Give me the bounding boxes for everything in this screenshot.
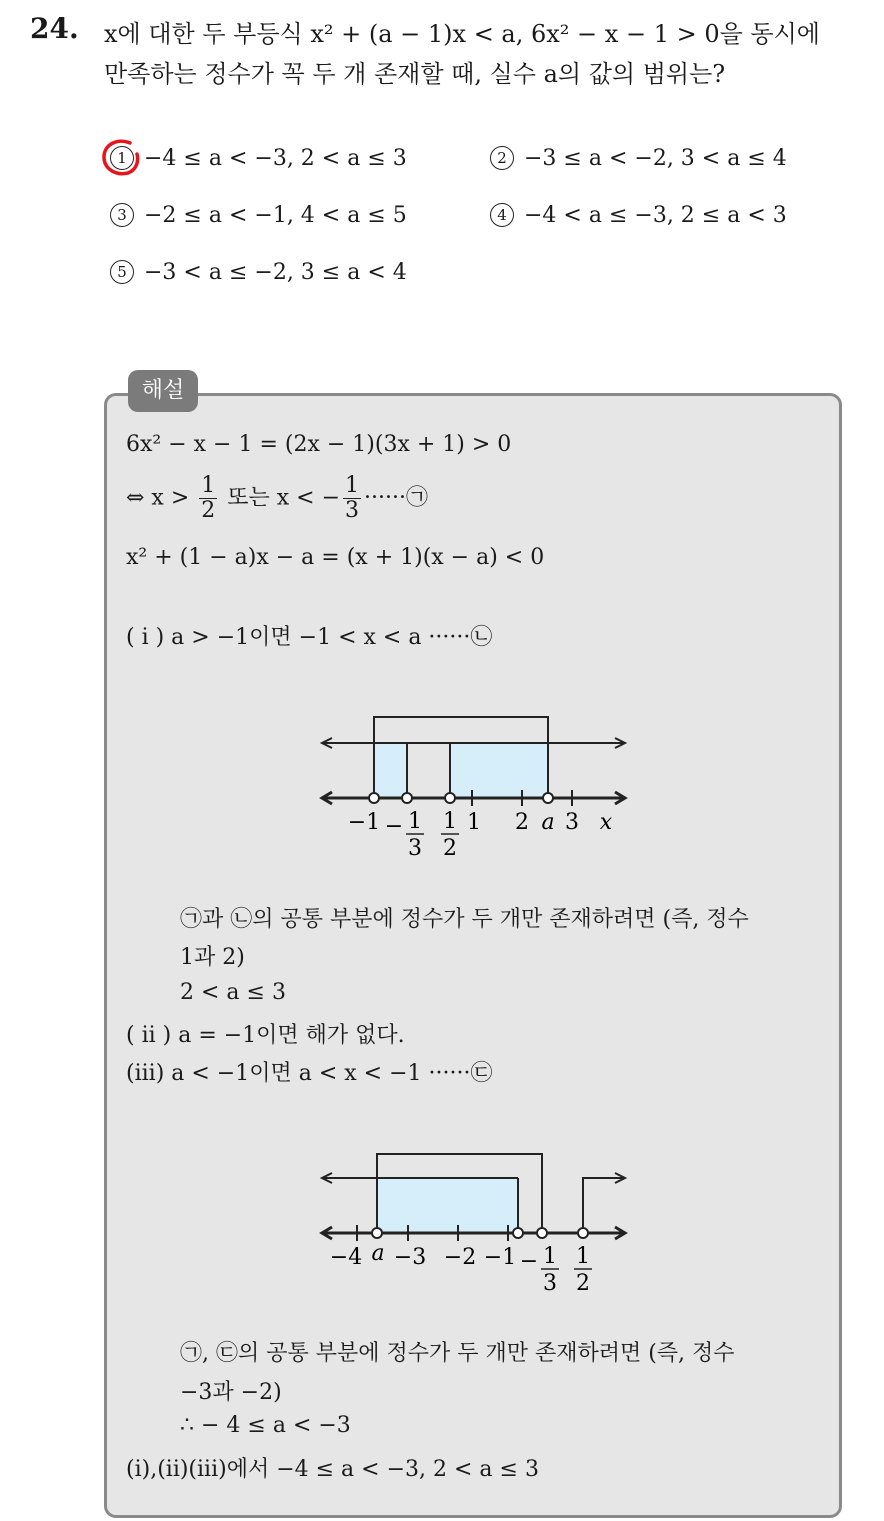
choice-4-text: −4 < a ≤ −3, 2 ≤ a < 3 (524, 203, 787, 228)
l2-prefix: ⇔ x > (126, 485, 190, 511)
tick-label: −1 (483, 1245, 517, 1270)
open-point (369, 793, 379, 803)
question-number: 24. (30, 12, 79, 45)
case-3: (iii) a < −1이면 a < x < −1 ······㉢ (126, 1061, 493, 1086)
tick-label: 3 (543, 1271, 557, 1296)
fraction-half: $\frac{1}{2}$ (201, 473, 216, 524)
open-point (537, 1228, 547, 1238)
tick-label: 1 (443, 809, 457, 834)
tick-label: −3 (393, 1245, 427, 1270)
case-1-text-a: ㉠과 ㉡의 공통 부분에 정수가 두 개만 존재하려면 (즉, 정수 (180, 907, 749, 932)
tick-label: 3 (408, 836, 422, 861)
l2-middle: 또는 x < − (227, 485, 341, 511)
choice-number: 3 (110, 203, 134, 227)
tick-label: 2 (515, 810, 529, 835)
case-1-text-b: 1과 2) (180, 945, 245, 970)
case-1: ( i ) a > −1이면 −1 < x < a ······㉡ (126, 625, 493, 650)
tick-label: 1 (467, 810, 481, 835)
choice-number: 1 (110, 146, 134, 170)
choice-3-text: −2 ≤ a < −1, 4 < a ≤ 5 (144, 203, 407, 228)
case-3-result: ∴ − 4 ≤ a < −3 (180, 1413, 351, 1438)
axis-label: x (599, 810, 613, 835)
shade-region (377, 1178, 518, 1233)
shade-region (374, 743, 407, 798)
tick-label: a (541, 810, 555, 835)
choice-5[interactable] (110, 260, 407, 285)
tick-label: − (384, 814, 404, 839)
open-point (445, 793, 455, 803)
open-point (372, 1228, 382, 1238)
final-answer: (i),(ii)(iii)에서 −4 ≤ a < −3, 2 < a ≤ 3 (126, 1457, 539, 1482)
choice-number: 4 (490, 203, 514, 227)
tick-label: −2 (443, 1245, 477, 1270)
tick-label: −4 (329, 1245, 363, 1270)
fraction-third: $\frac{1}{3}$ (345, 473, 360, 524)
case-2: ( ii ) a = −1이면 해가 없다. (126, 1023, 405, 1048)
choice-5-text: −3 < a ≤ −2, 3 ≤ a < 4 (144, 260, 407, 285)
tick-label: a (371, 1241, 385, 1266)
case-3-text-b: −3과 −2) (180, 1380, 282, 1405)
choice-number: 2 (490, 146, 514, 170)
solution-tag: 해설 (128, 370, 198, 412)
solution-line-3: x² + (1 − a)x − a = (x + 1)(x − a) < 0 (126, 545, 545, 570)
tick-label: 1 (576, 1244, 590, 1269)
choice-2[interactable] (490, 146, 787, 171)
tick-label: −1 (347, 810, 381, 835)
open-point (402, 793, 412, 803)
tick-label: 1 (543, 1244, 557, 1269)
tick-label: 2 (576, 1271, 590, 1296)
answer-mark-icon (100, 136, 142, 178)
l2-suffix: ······㉠ (364, 485, 428, 511)
choice-3[interactable] (110, 203, 407, 228)
open-point (578, 1228, 588, 1238)
open-point (543, 793, 553, 803)
choice-1-text: −4 ≤ a < −3, 2 < a ≤ 3 (144, 146, 407, 171)
tick-label: 1 (408, 809, 422, 834)
solution-line-2 (126, 474, 428, 523)
number-line-diagram-1 (300, 705, 640, 865)
tick-label: 3 (565, 810, 579, 835)
case-1-result: 2 < a ≤ 3 (180, 980, 286, 1005)
solution-line-1: 6x² − x − 1 = (2x − 1)(3x + 1) > 0 (126, 432, 512, 457)
tick-label: − (519, 1249, 539, 1274)
number-line-diagram-2 (300, 1140, 640, 1300)
question-line-2: 만족하는 정수가 꼭 두 개 존재할 때, 실수 a의 값의 범위는? (104, 60, 726, 88)
question-line-1: x에 대한 두 부등식 x² + (a − 1)x < a, 6x² − x − 1 > 0을 동시에 (104, 20, 820, 48)
open-point (513, 1228, 523, 1238)
shade-region (450, 743, 548, 798)
choice-1[interactable] (110, 146, 407, 171)
choice-4[interactable] (490, 203, 787, 228)
tick-label: 2 (443, 836, 457, 861)
case-3-text-a: ㉠, ㉢의 공통 부분에 정수가 두 개만 존재하려면 (즉, 정수 (180, 1341, 735, 1366)
choice-number: 5 (110, 260, 134, 284)
choice-2-text: −3 ≤ a < −2, 3 < a ≤ 4 (524, 146, 787, 171)
